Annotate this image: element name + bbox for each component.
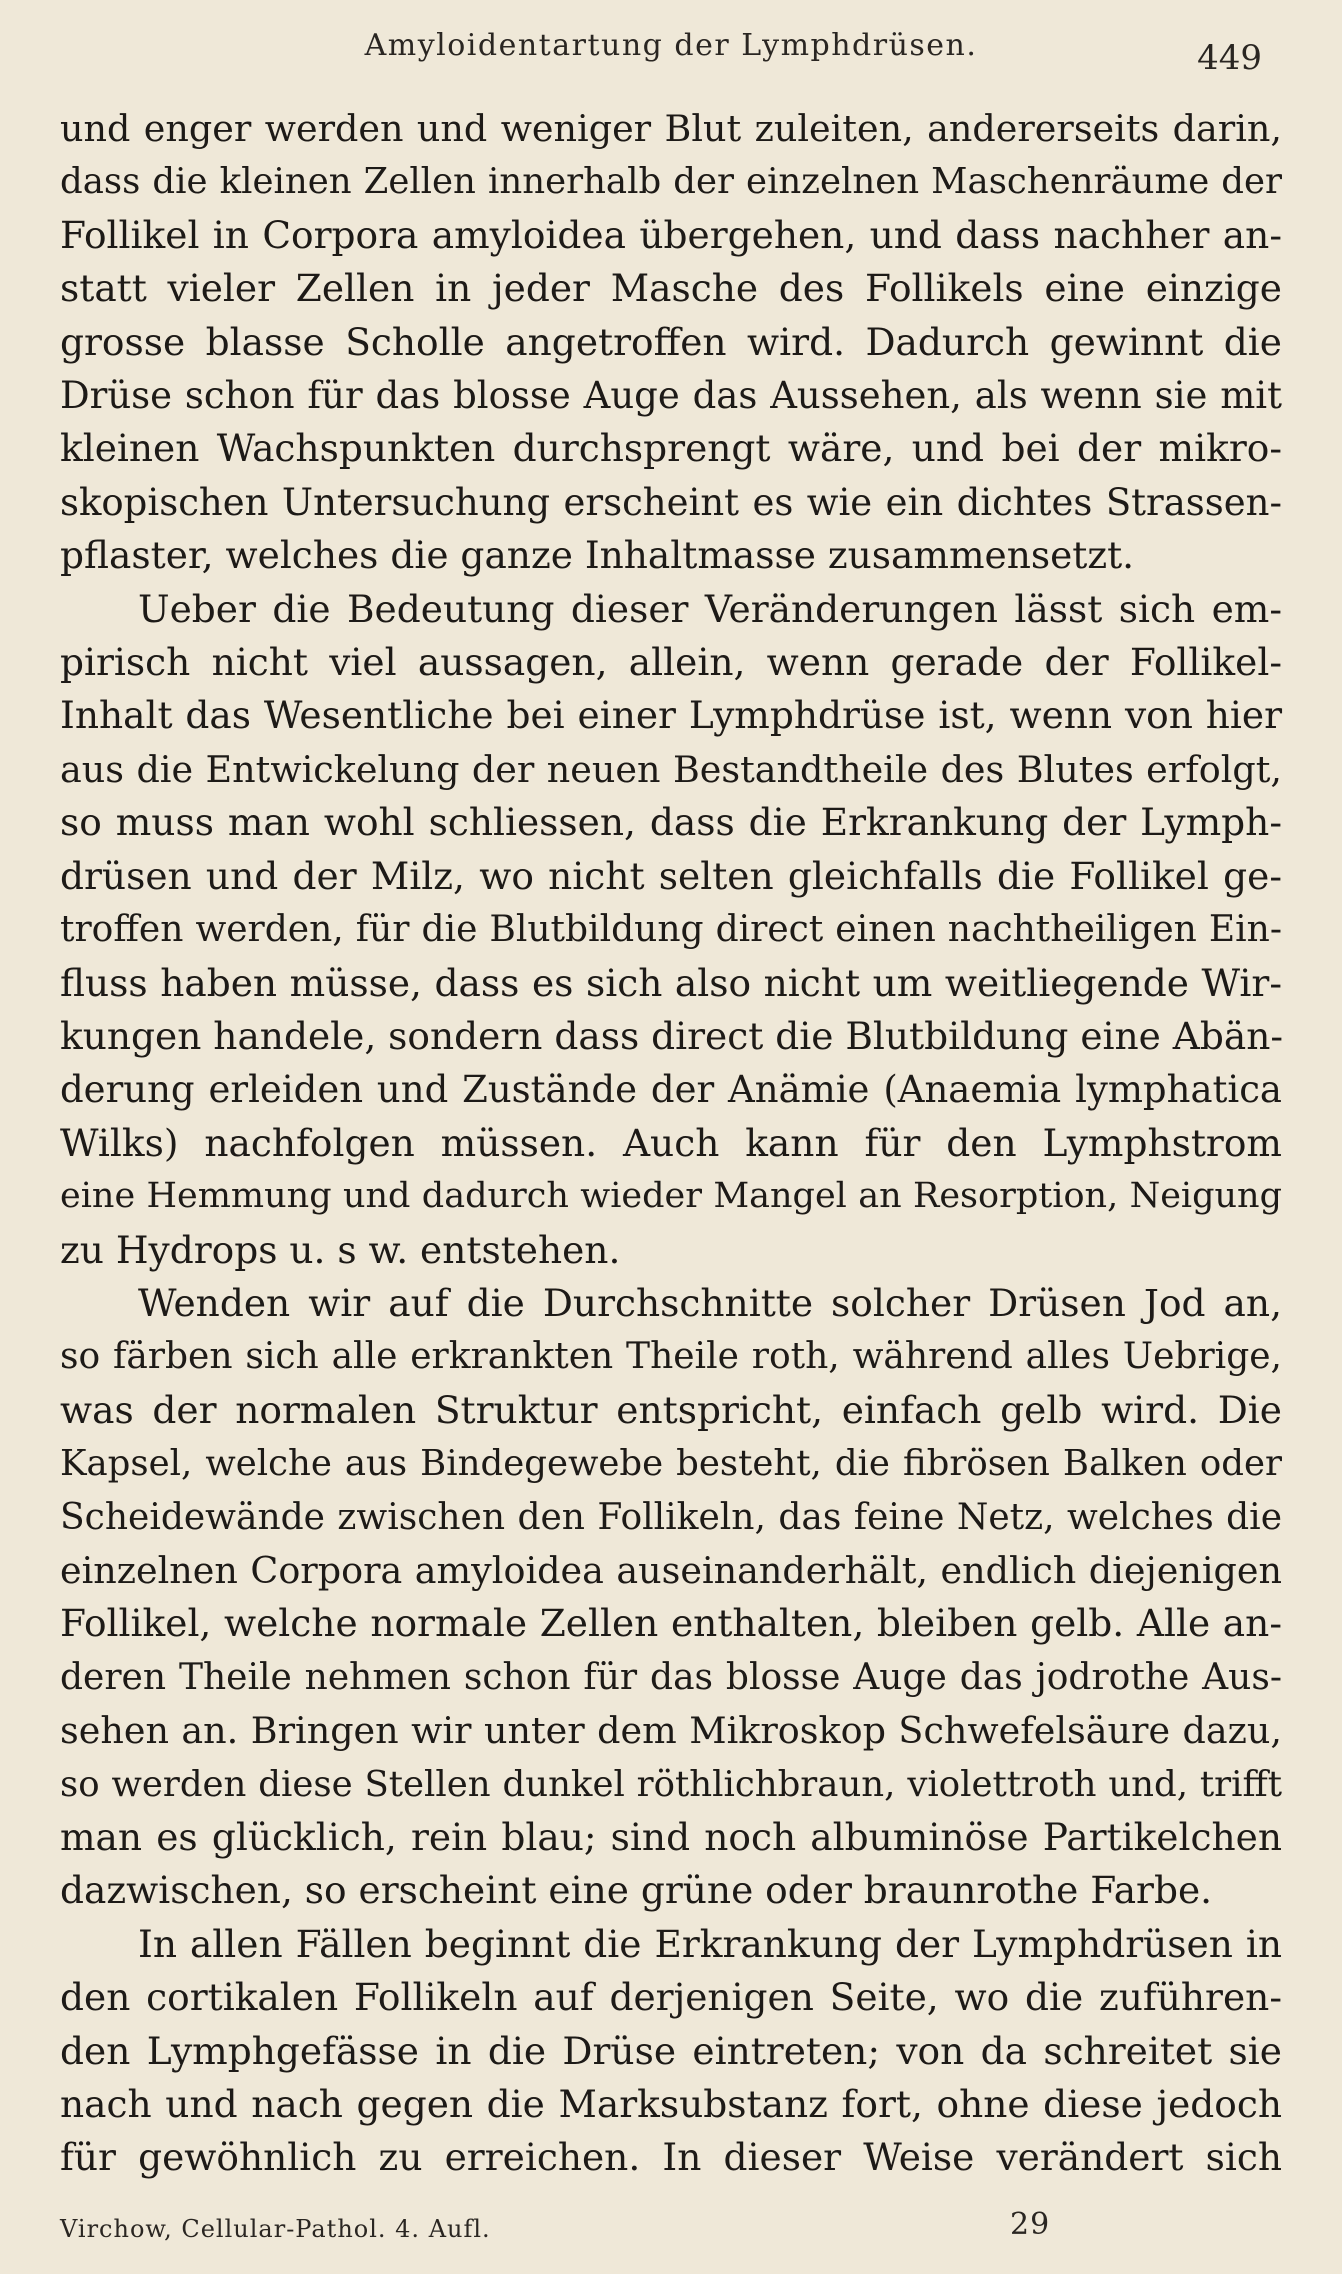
paragraph xyxy=(60,1277,1282,1918)
text-line: zu Hydrops u. s w. entstehen. xyxy=(60,1227,621,1272)
text-line: einzelnen Corpora amyloidea auseinanderhält, endlich diejenigen xyxy=(60,1548,1282,1592)
text-line: man es glücklich, rein blau; sind noch albuminöse Partikelchen xyxy=(60,1815,1282,1859)
text-line: sehen an. Bringen wir unter dem Mikroskop Schwefelsäure dazu, xyxy=(60,1709,1282,1753)
text-line: pflaster, welches die ganze Inhaltmasse zusammensetzt. xyxy=(60,533,1135,578)
text-line: nach und nach gegen die Marksubstanz fort, ohne diese jedoch xyxy=(60,2082,1282,2127)
text-line: so muss man wohl schliessen, dass die Erkrankung der Lymph- xyxy=(60,800,1282,845)
body-text xyxy=(60,102,1282,2185)
text-line: für gewöhnlich zu erreichen. In dieser Weise verändert sich xyxy=(60,2135,1282,2180)
text-line: statt vieler Zellen in jeder Masche des Follikels eine einzige xyxy=(60,266,1282,311)
text-line: Scheidewände zwischen den Follikeln, das feine Netz, welches die xyxy=(60,1496,1282,1538)
text-line: drüsen und der Milz, wo nicht selten gleichfalls die Follikel ge- xyxy=(60,853,1282,898)
text-line: dazwischen, so erscheint eine grüne oder braunrothe Farbe. xyxy=(60,1868,1213,1913)
text-line: den Lymphgefässe in die Drüse eintreten; von da schreitet sie xyxy=(60,2028,1282,2073)
text-line: Follikel, welche normale Zellen enthalten, bleiben gelb. Alle an- xyxy=(60,1601,1282,1646)
text-line: Inhalt das Wesentliche bei einer Lymphdrüse ist, wenn von hier xyxy=(60,693,1282,738)
footer-citation: Virchow, Cellular-Pathol. 4. Aufl. xyxy=(60,2215,491,2243)
running-title: Amyloidentartung der Lymphdrüsen. xyxy=(364,28,978,63)
text-line: eine Hemmung und dadurch wieder Mangel an Resorption, Neigung xyxy=(60,1176,1282,1217)
text-line: In allen Fällen beginnt die Erkrankung der Lymphdrüsen in xyxy=(138,1921,1282,1966)
text-line: kungen handele, sondern dass direct die Blutbildung eine Abän- xyxy=(60,1013,1284,1058)
text-line: was der normalen Struktur entspricht, einfach gelb wird. Die xyxy=(60,1387,1282,1432)
text-line: Follikel in Corpora amyloidea übergehen, und dass nachher an- xyxy=(60,212,1282,257)
page-number: 449 xyxy=(1197,38,1262,78)
paragraph xyxy=(60,102,1282,583)
text-line: Wenden wir auf die Durchschnitte solcher Drüsen Jod an, xyxy=(138,1280,1282,1325)
text-line: derung erleiden und Zustände der Anämie (Anaemia lymphatica xyxy=(60,1068,1282,1112)
text-line: so färben sich alle erkrankten Theile roth, während alles Uebrige, xyxy=(60,1336,1282,1378)
text-line: troffen werden, für die Blutbildung direct einen nachtheiligen Ein- xyxy=(60,909,1282,951)
text-line: skopischen Untersuchung erscheint es wie ein dichtes Strassen- xyxy=(60,480,1282,524)
text-line: kleinen Wachspunkten durchsprengt wäre, und bei der mikro- xyxy=(60,426,1282,471)
page-footer xyxy=(60,2205,1282,2245)
text-line: den cortikalen Follikeln auf derjenigen Seite, wo die zuführen- xyxy=(60,1975,1282,2020)
text-line: Kapsel, welche aus Bindegewebe besteht, die fibrösen Balken oder xyxy=(60,1443,1282,1485)
page-header xyxy=(60,20,1282,80)
text-line: aus die Entwickelung der neuen Bestandtheile des Blutes erfolgt, xyxy=(60,747,1282,791)
text-line: dass die kleinen Zellen innerhalb der einzelnen Maschenräume der xyxy=(60,161,1282,203)
paragraph xyxy=(60,583,1282,1277)
text-line: und enger werden und weniger Blut zuleiten, andererseits darin, xyxy=(60,107,1282,150)
text-line: pirisch nicht viel aussagen, allein, wenn gerade der Follikel- xyxy=(60,640,1282,685)
text-line: Wilks) nachfolgen müssen. Auch kann für den Lymphstrom xyxy=(60,1120,1282,1165)
paragraph xyxy=(60,1918,1282,2185)
text-line: fluss haben müsse, dass es sich also nicht um weitliegende Wir- xyxy=(60,960,1282,1005)
signature-mark: 29 xyxy=(1010,2207,1051,2242)
text-line: so werden diese Stellen dunkel röthlichbraun, violettroth und, trifft xyxy=(60,1763,1282,1805)
text-line: Ueber die Bedeutung dieser Veränderungen lässt sich em- xyxy=(138,586,1282,631)
text-line: grosse blasse Scholle angetroffen wird. Dadurch gewinnt die xyxy=(60,319,1282,364)
text-line: Drüse schon für das blosse Auge das Aussehen, als wenn sie mit xyxy=(60,374,1282,418)
text-line: deren Theile nehmen schon für das blosse Auge das jodrothe Aus- xyxy=(60,1656,1282,1698)
